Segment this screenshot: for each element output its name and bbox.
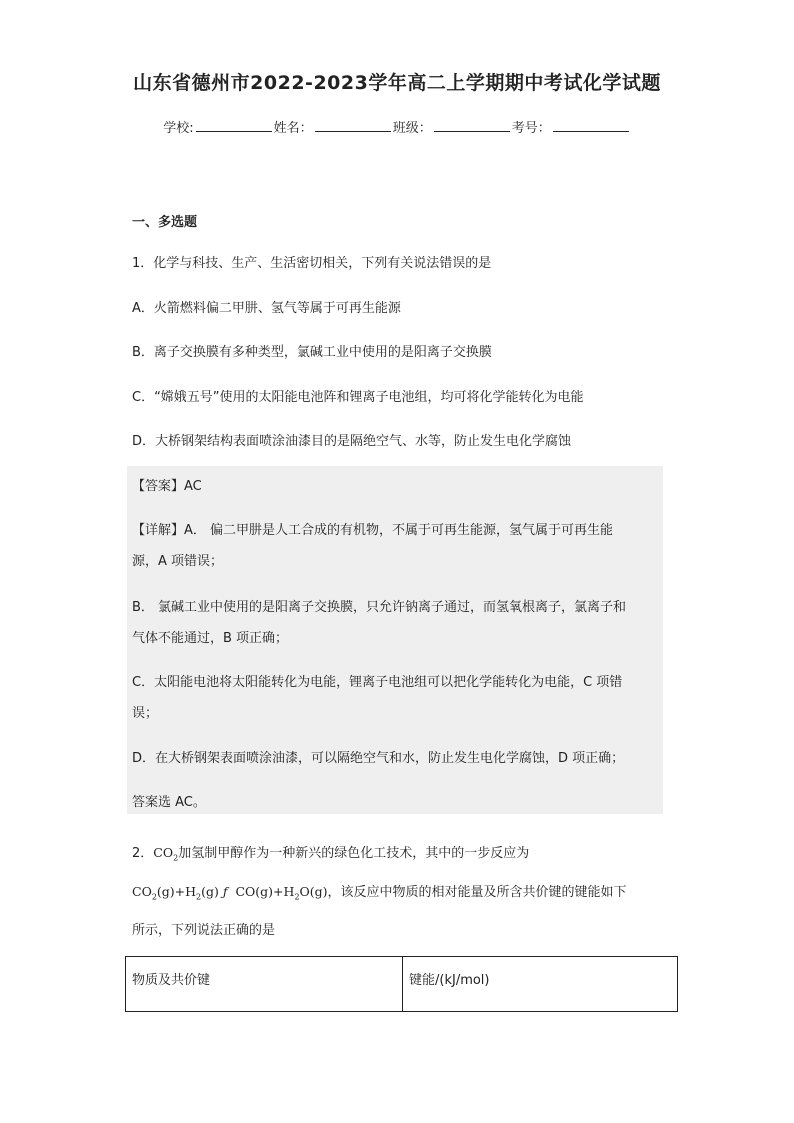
page-title: 山东省德州市2022-2023学年高二上学期期中考试化学试题 [133,72,661,94]
table-row [126,957,678,1012]
co2-formula: $CO_2$ [153,845,179,863]
bond-energy-table [125,956,678,1012]
question-2-stem-text: 加氢制甲醇作为一种新兴的绿色化工技术，其中的一步反应为 [178,846,530,861]
equilibrium-arrow-icon: ƒ [222,884,228,899]
name-label: 姓名： [273,121,313,136]
question-2-line3: 所示，下列说法正确的是 [132,923,276,938]
question-1-option-d: D．大桥钢架结构表面喷涂油漆目的是隔绝空气、水等，防止发生电化学腐蚀 [132,434,572,449]
question-1-option-b: B．离子交换膜有多种类型，氯碱工业中使用的是阳离子交换膜 [132,345,492,360]
answer-line: 【答案】AC [132,479,202,494]
class-blank [434,119,510,132]
school-label: 学校: [163,121,194,136]
table-header-cell: 键能/(kJ/mol) [403,957,678,1012]
explanation-line: D．在大桥钢架表面喷涂油漆，可以隔绝空气和水，防止发生电化学腐蚀，D 项正确； [132,751,625,766]
explanation-line: 气体不能通过，B 项正确； [132,631,289,646]
explanation-line: 误； [132,706,159,721]
question-2-number: 2． [132,846,154,861]
name-blank [315,119,391,132]
section-heading: 一、多选题 [132,215,198,230]
explanation-line: C．太阳能电池将太阳能转化为电能，锂离子电池组可以把化学能转化为电能，C 项错 [132,675,623,690]
school-blank [196,119,272,132]
class-label: 班级： [392,121,432,136]
exam-no-blank [553,119,629,132]
explanation-line: 源，A 项错误； [132,554,224,569]
explanation-line: B． 氯碱工业中使用的是阳离子交换膜，只允许钠离子通过，而氢氧根离子，氯离子和 [132,600,627,615]
table-header-cell: 物质及共价键 [126,957,403,1012]
explanation-line: 答案选 AC。 [132,795,206,810]
explanation-line: 【详解】A． 偏二甲肼是人工合成的有机物，不属于可再生能源，氢气属于可再生能 [132,523,614,538]
question-1-option-a: A．火箭燃料偏二甲肼、氢气等属于可再生能源 [132,301,401,316]
question-1-option-c: C．“嫦娥五号”使用的太阳能电池阵和锂离子电池组，均可将化学能转化为电能 [132,390,584,405]
question-2-line2-text: ，该反应中物质的相对能量及所含共价键的键能如下 [327,885,627,900]
question-2-stem [132,842,529,863]
exam-no-label: 考号： [511,121,551,136]
reaction-equation-line [132,881,627,902]
reaction-equation: $CO_2(g)+H_2(g)$ ƒ $CO(g)+H_2O(g)$ [132,884,328,902]
student-info-line [0,117,794,136]
question-1-stem: 1．化学与科技、生产、生活密切相关，下列有关说法错误的是 [132,256,492,271]
